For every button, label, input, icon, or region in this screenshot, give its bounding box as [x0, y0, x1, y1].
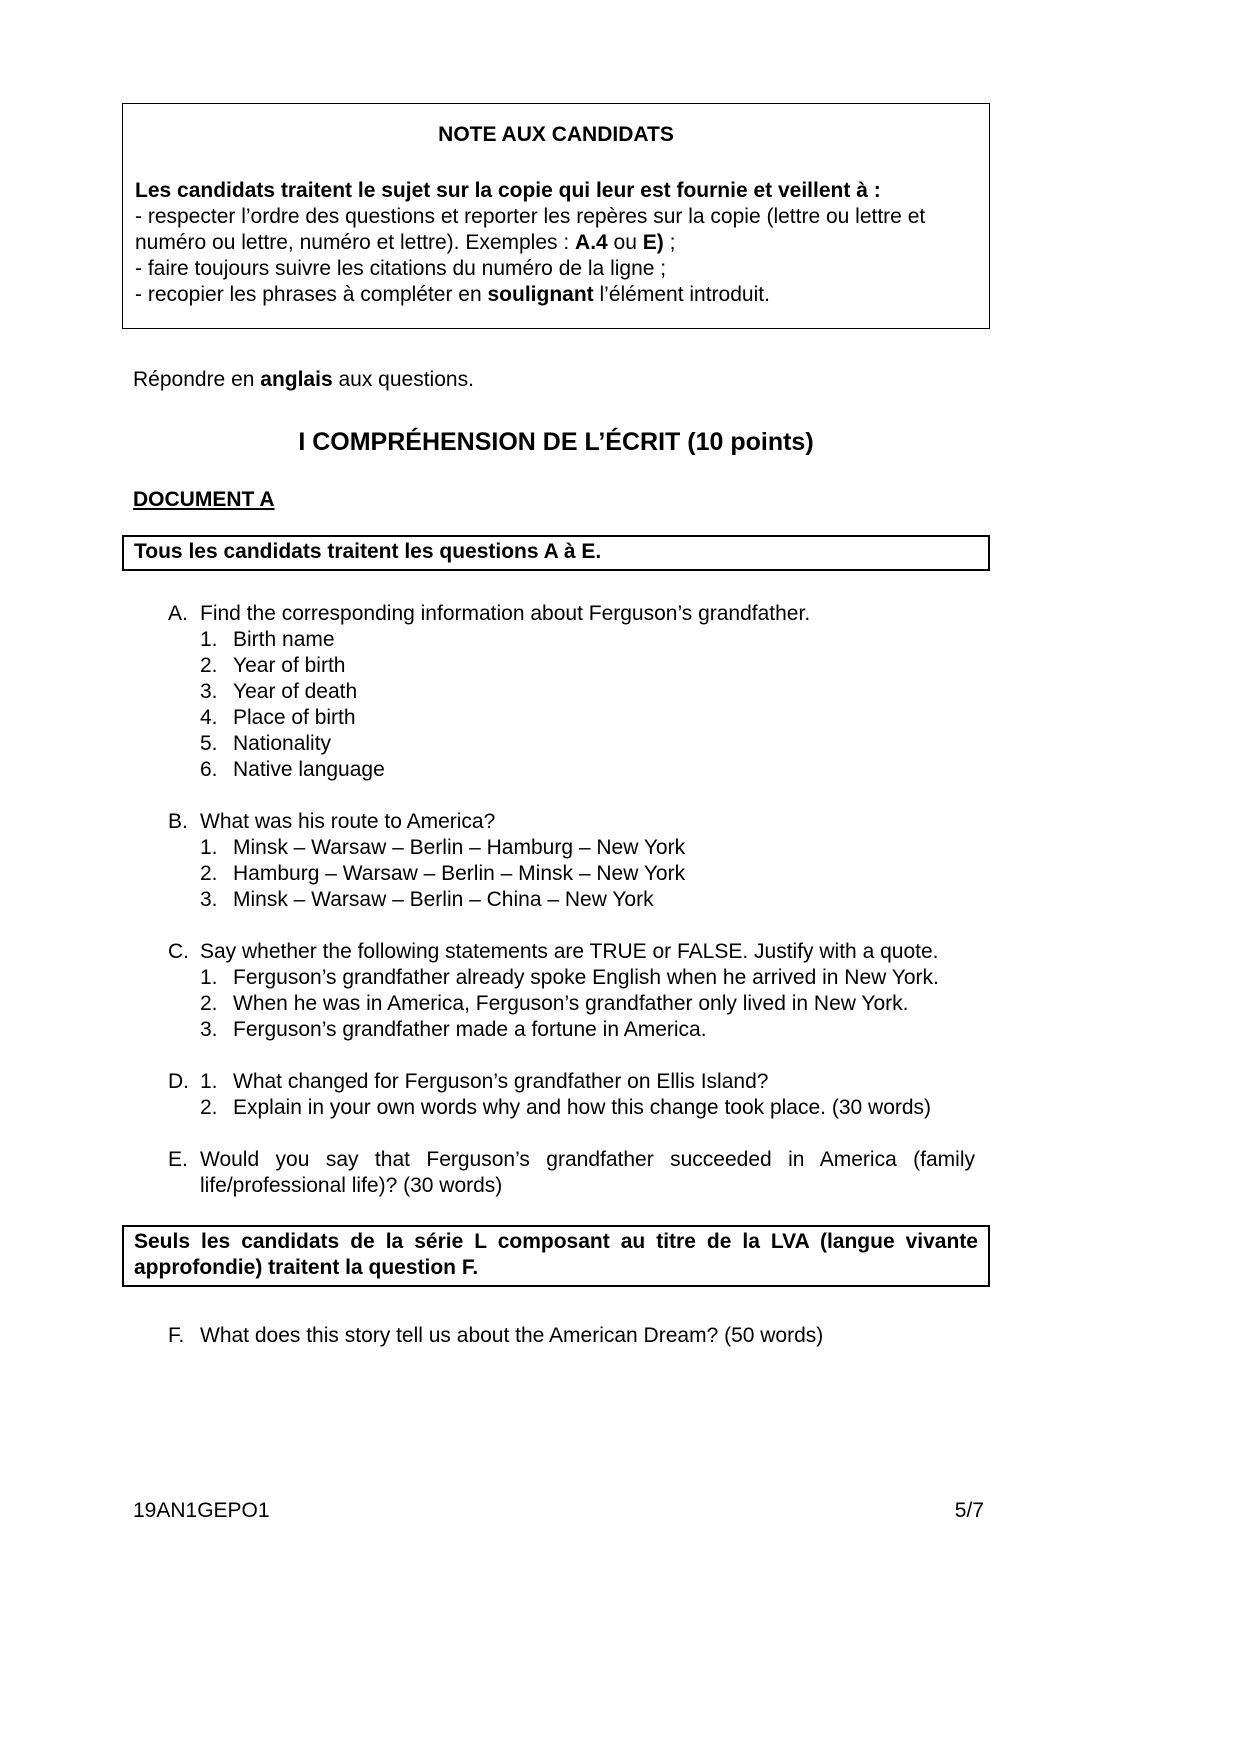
- question-a: [168, 601, 975, 783]
- question-a-sub-1: [200, 627, 975, 653]
- question-f: [168, 1323, 975, 1349]
- instruction-text-2: aux questions.: [332, 368, 474, 391]
- question-a-body: [200, 601, 975, 783]
- question-f-text: What does this story tell us about the American Dream? (50 words): [200, 1324, 824, 1347]
- sub-num: 3.: [200, 1018, 218, 1041]
- sub-text: Nationality: [233, 732, 332, 755]
- question-b-sub-1: [200, 835, 975, 861]
- question-a-text: Find the corresponding information about Ferguson’s grandfather.: [200, 602, 811, 625]
- sub-num: 2.: [200, 862, 218, 885]
- instruction-text-1: Répondre en: [133, 368, 261, 391]
- note-item-3-text-2: l’élément introduit.: [593, 283, 770, 306]
- page-footer: [133, 1498, 984, 1524]
- sub-text: Ferguson’s grandfather made a fortune in America.: [233, 1018, 707, 1041]
- sub-num: 6.: [200, 758, 218, 781]
- question-c-letter: C.: [168, 940, 189, 963]
- questions-a-to-e: [122, 601, 990, 1199]
- answer-language-instruction: [133, 367, 990, 393]
- question-f-letter: F.: [168, 1324, 185, 1347]
- note-item-1-text-3: ;: [663, 231, 676, 254]
- question-a-sub-3: [200, 679, 975, 705]
- note-item-3-bold: soulignant: [487, 283, 594, 306]
- note-item-1-example-1: A.4: [575, 231, 608, 254]
- note-item-1: [135, 204, 977, 256]
- question-d-body: [200, 1069, 975, 1121]
- question-b-letter: B.: [168, 810, 188, 833]
- question-c: [168, 939, 975, 1043]
- question-a-sub-2: [200, 653, 975, 679]
- sub-num: 3.: [200, 680, 218, 703]
- question-c-body: [200, 939, 975, 1043]
- sub-text: What changed for Ferguson’s grandfather on Ellis Island?: [233, 1070, 769, 1093]
- sub-text: Hamburg – Warsaw – Berlin – Minsk – New York: [233, 862, 686, 885]
- note-item-3: [135, 282, 977, 308]
- question-d: [168, 1069, 975, 1121]
- sub-text: When he was in America, Ferguson’s grandfather only lived in New York.: [233, 992, 909, 1015]
- question-c-sub-3: [200, 1017, 975, 1043]
- question-a-sub-6: [200, 757, 975, 783]
- sub-num: 2.: [200, 992, 218, 1015]
- sub-num: 2.: [200, 1096, 218, 1119]
- question-b-text: What was his route to America?: [200, 810, 496, 833]
- note-item-2: - faire toujours suivre les citations du numéro de la ligne ;: [135, 257, 667, 280]
- question-e-body: [200, 1147, 975, 1199]
- sub-text: Minsk – Warsaw – Berlin – Hamburg – New York: [233, 836, 686, 859]
- footer-document-code: 19AN1GEPO1: [133, 1499, 270, 1522]
- question-e-letter: E.: [168, 1148, 188, 1171]
- question-c-sub-2: [200, 991, 975, 1017]
- sub-text: Year of death: [233, 680, 358, 703]
- lva-candidates-box: Seuls les candidats de la série L composant au titre de la LVA (langue vivante approfondie) traitent la question F.: [122, 1225, 990, 1287]
- question-e-text: Would you say that Ferguson’s grandfather succeeded in America (family life/professional life)? (30 words): [200, 1148, 975, 1197]
- question-b-body: [200, 809, 975, 913]
- sub-num: 1.: [200, 836, 218, 859]
- question-b: [168, 809, 975, 913]
- sub-num: 2.: [200, 654, 218, 677]
- question-c-text: Say whether the following statements are TRUE or FALSE. Justify with a quote.: [200, 940, 939, 963]
- note-item-1-text-1: - respecter l’ordre des questions et reporter les repères sur la copie (lettre ou lettre et numéro ou lettre, numéro et lettre). Exemples :: [135, 205, 926, 254]
- instruction-bold: anglais: [260, 368, 333, 391]
- question-e: [168, 1147, 975, 1199]
- note-box: [122, 103, 990, 329]
- sub-text: Year of birth: [233, 654, 346, 677]
- question-d-letter: D.: [168, 1070, 189, 1093]
- question-a-sub-5: [200, 731, 975, 757]
- all-candidates-box: Tous les candidats traitent les questions A à E.: [122, 535, 990, 571]
- sub-num: 3.: [200, 888, 218, 911]
- sub-text: Minsk – Warsaw – Berlin – China – New York: [233, 888, 654, 911]
- question-f-body: [200, 1323, 975, 1349]
- note-item-1-text-2: ou: [607, 231, 643, 254]
- sub-num: 1.: [200, 628, 218, 651]
- sub-text: Native language: [233, 758, 385, 781]
- question-c-sub-1: [200, 965, 975, 991]
- question-d-line-2: [200, 1095, 975, 1121]
- question-f-area: [122, 1323, 990, 1349]
- sub-text: Place of birth: [233, 706, 356, 729]
- question-d-line-1: [200, 1069, 975, 1095]
- question-b-sub-2: [200, 861, 975, 887]
- question-b-sub-3: [200, 887, 975, 913]
- footer-page-number: 5/7: [954, 1499, 984, 1522]
- sub-text: Ferguson’s grandfather already spoke English when he arrived in New York.: [233, 966, 939, 989]
- document-a-label: DOCUMENT A: [133, 488, 275, 511]
- sub-num: 1.: [200, 966, 218, 989]
- note-item-3-text-1: - recopier les phrases à compléter en: [135, 283, 488, 306]
- question-a-letter: A.: [168, 602, 188, 625]
- note-intro: Les candidats traitent le sujet sur la copie qui leur est fournie et veillent à :: [135, 179, 881, 202]
- note-box-title: NOTE AUX CANDIDATS: [438, 123, 674, 146]
- sub-num: 4.: [200, 706, 218, 729]
- section-title: I COMPRÉHENSION DE L’ÉCRIT (10 points): [298, 428, 814, 456]
- sub-num: 1.: [200, 1070, 218, 1093]
- sub-text: Explain in your own words why and how this change took place. (30 words): [233, 1096, 932, 1119]
- document-a-row: [122, 487, 990, 535]
- question-a-sub-4: [200, 705, 975, 731]
- note-item-1-example-2: E): [642, 231, 664, 254]
- sub-num: 5.: [200, 732, 218, 755]
- sub-text: Birth name: [233, 628, 335, 651]
